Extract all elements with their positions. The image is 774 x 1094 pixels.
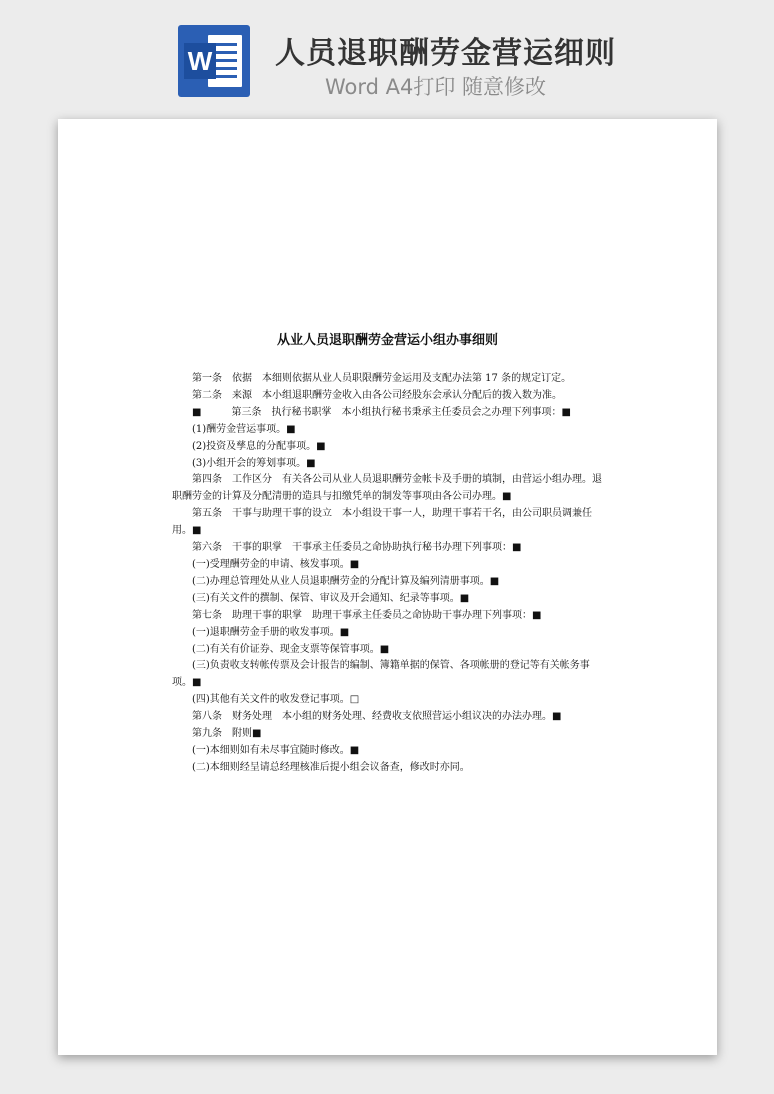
paragraph: ■ 第三条 执行秘书职掌 本小组执行秘书秉承主任委员会之办理下列事项：■ [192,406,571,418]
word-icon [178,25,250,97]
paragraph: 第五条 干事与助理干事的设立 本小组设干事一人，助理干事若干名，由公司职员调兼任用。■ [172,508,592,537]
paragraph: 第八条 财务处理 本小组的财务处理、经费收支依照营运小组议决的办法办理。■ [192,711,562,723]
paragraph: 第一条 依据 本细则依据从业人员职限酬劳金运用及支配办法第 17 条的规定订定。 [192,373,572,384]
paragraph: (1)酬劳金营运事项。■ [192,423,296,435]
word-letter: W [184,43,216,79]
document-body [172,371,604,777]
paragraph: 第二条 来源 本小组退职酬劳金收入由各公司经股东会承认分配后的拨入数为准。 [192,389,562,401]
paragraph: (二)办理总管理处从业人员退职酬劳金的分配计算及编列清册事项。■ [192,575,500,587]
paragraph: 第六条 干事的职掌 干事承主任委员之命协助执行秘书办理下列事项：■ [192,542,522,554]
paragraph: (一)退职酬劳金手册的收发事项。■ [192,626,350,638]
page-subtitle: Word A4打印 随意修改 [325,75,547,99]
header [0,0,774,110]
paragraph: (三)有关文件的撰制、保管、审议及开会通知、纪录等事项。■ [192,592,470,604]
paragraph: 第九条 附则■ [192,728,262,740]
paragraph: (二)有关有价证券、现金支票等保管事项。■ [192,643,390,655]
document-page [58,119,717,1055]
paragraph: (三)负责收支转帐传票及会计报告的编制、簿籍单据的保管、各项帐册的登记等有关帐务事项。■ [172,660,590,689]
paragraph: (3)小组开会的筹划事项。■ [192,457,316,469]
paragraph: 第四条 工作区分 有关各公司从业人员退职酬劳金帐卡及手册的填制，由营运小组办理。退职酬劳金的计算及分配清册的造具与扣缴凭单的制发等事项由各公司办理。■ [172,474,602,503]
paragraph: (一)受理酬劳金的申请、核发事项。■ [192,558,360,570]
paragraph: (2)投资及孳息的分配事项。■ [192,440,326,452]
document-title: 从业人员退职酬劳金营运小组办事细则 [276,333,498,348]
page-title: 人员退职酬劳金营运细则 [275,36,616,71]
paragraph: (四)其他有关文件的收发登记事项。□ [192,694,360,706]
paragraph: (一)本细则如有未尽事宜随时修改。■ [192,744,360,756]
paragraph: (二)本细则经呈请总经理核准后提小组会议备查，修改时亦同。 [192,761,470,773]
paragraph: 第七条 助理干事的职掌 助理干事承主任委员之命协助干事办理下列事项：■ [192,609,542,621]
